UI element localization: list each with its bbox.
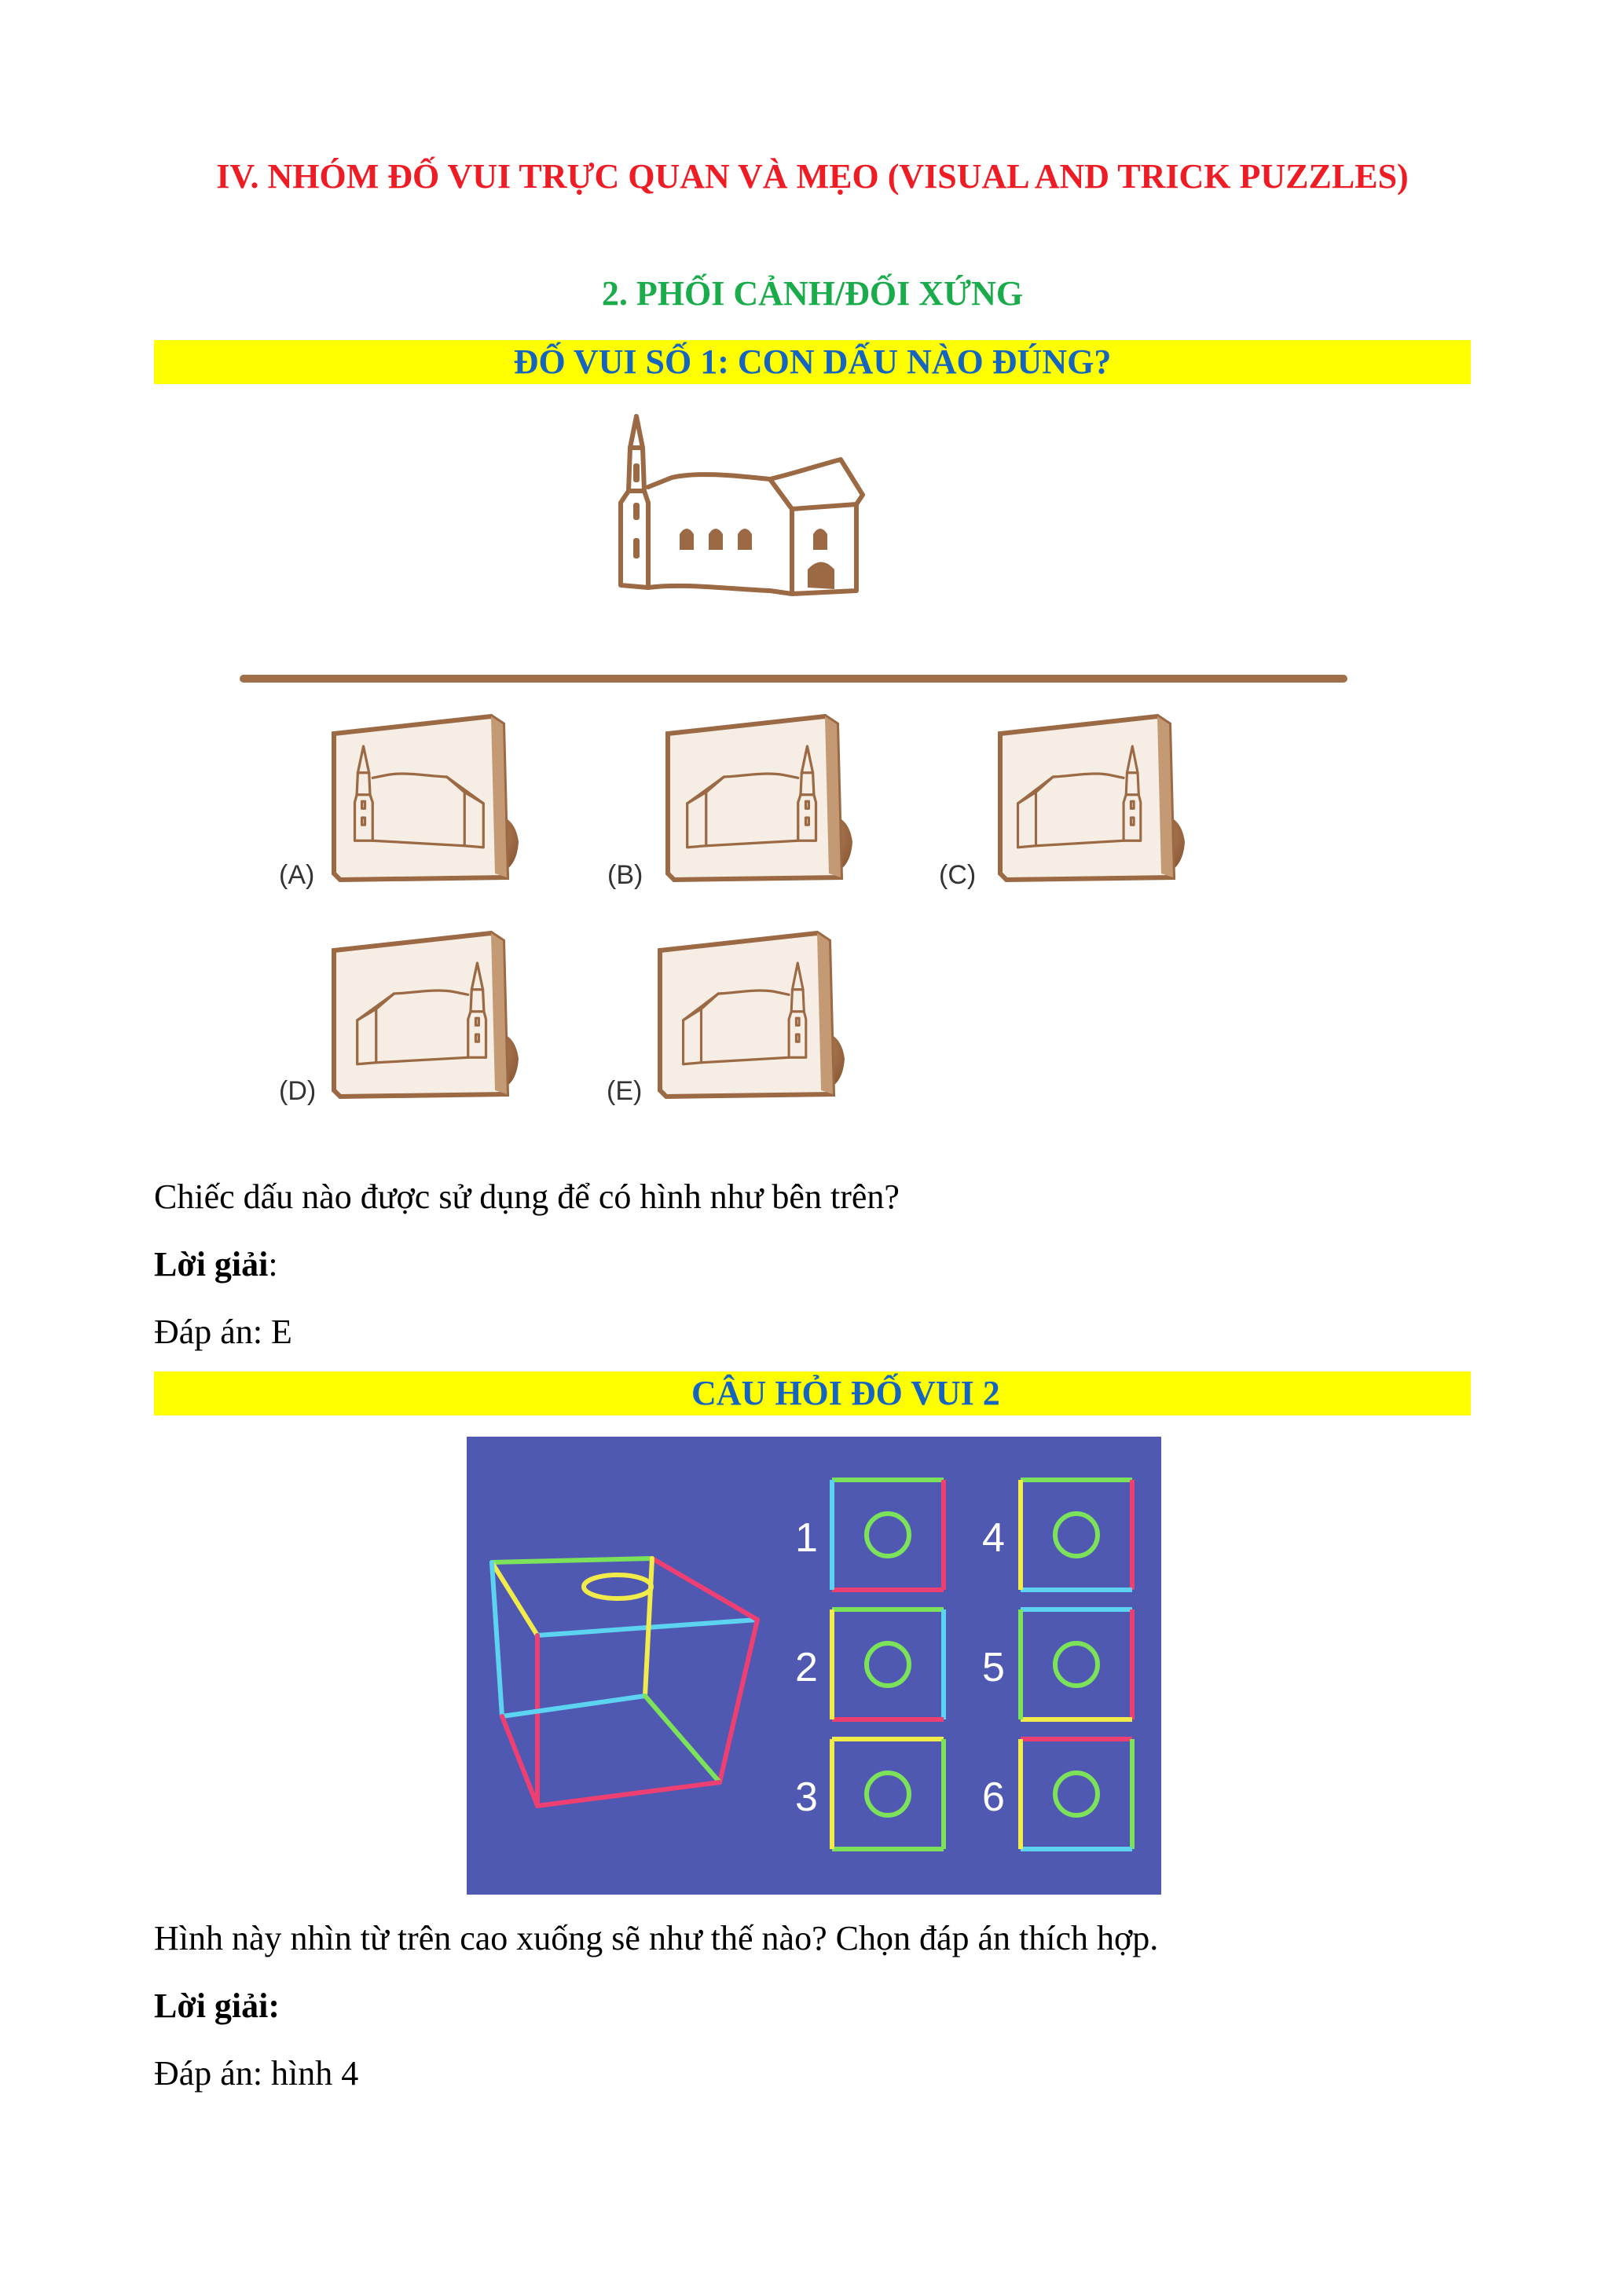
section-title: IV. NHÓM ĐỐ VUI TRỰC QUAN VÀ MẸO (VISUAL AND TRICK PUZZLES) [216,157,1409,196]
puzzle2-banner-text: CÂU HỎI ĐỐ VUI 2 [691,1374,1000,1412]
box-view-puzzle-illustration [467,1437,1161,1895]
puzzle2-banner [154,1371,1471,1415]
subsection-title: 2. PHỐI CẢNH/ĐỐI XỨNG [601,274,1024,313]
option-number-3: 3 [795,1774,818,1820]
puzzle1-question: Chiếc dấu nào được sử dụng để có hình như bên trên? [154,1177,900,1216]
option-label-c: (C) [939,860,977,890]
option-number-6: 6 [982,1774,1005,1820]
option-label-a: (A) [279,860,315,890]
divider-rod [240,675,1347,683]
puzzle1-answer: Đáp án: E [154,1313,292,1351]
stamp-puzzle-illustration [236,408,1351,1131]
puzzle2-question: Hình này nhìn từ trên cao xuống sẽ như thế nào? Chọn đáp án thích hợp. [154,1919,1159,1957]
puzzle2-answer: Đáp án: hình 4 [154,2054,359,2093]
church-drawing [621,416,863,594]
option-number-1: 1 [795,1515,818,1561]
option-label-e: (E) [607,1076,643,1106]
option-number-5: 5 [982,1645,1005,1690]
solution-label-text: Lời giải [154,1245,269,1283]
stamp-option-c [1000,716,1185,880]
puzzle1-solution-label [154,1243,278,1287]
option-number-2: 2 [795,1645,818,1690]
stamp-option-d [334,933,519,1097]
puzzle2-solution-label: Lời giải: [154,1987,280,2025]
option-number-4: 4 [982,1515,1005,1561]
option-label-b: (B) [607,860,643,890]
stamp-option-e [660,933,845,1097]
option-label-d: (D) [279,1076,317,1106]
solution-label-colon: : [268,1245,278,1283]
stamp-option-b [668,716,852,880]
puzzle1-banner: ĐỐ VUI SỐ 1: CON DẤU NÀO ĐÚNG? [154,340,1471,384]
stamp-option-a [334,716,519,880]
